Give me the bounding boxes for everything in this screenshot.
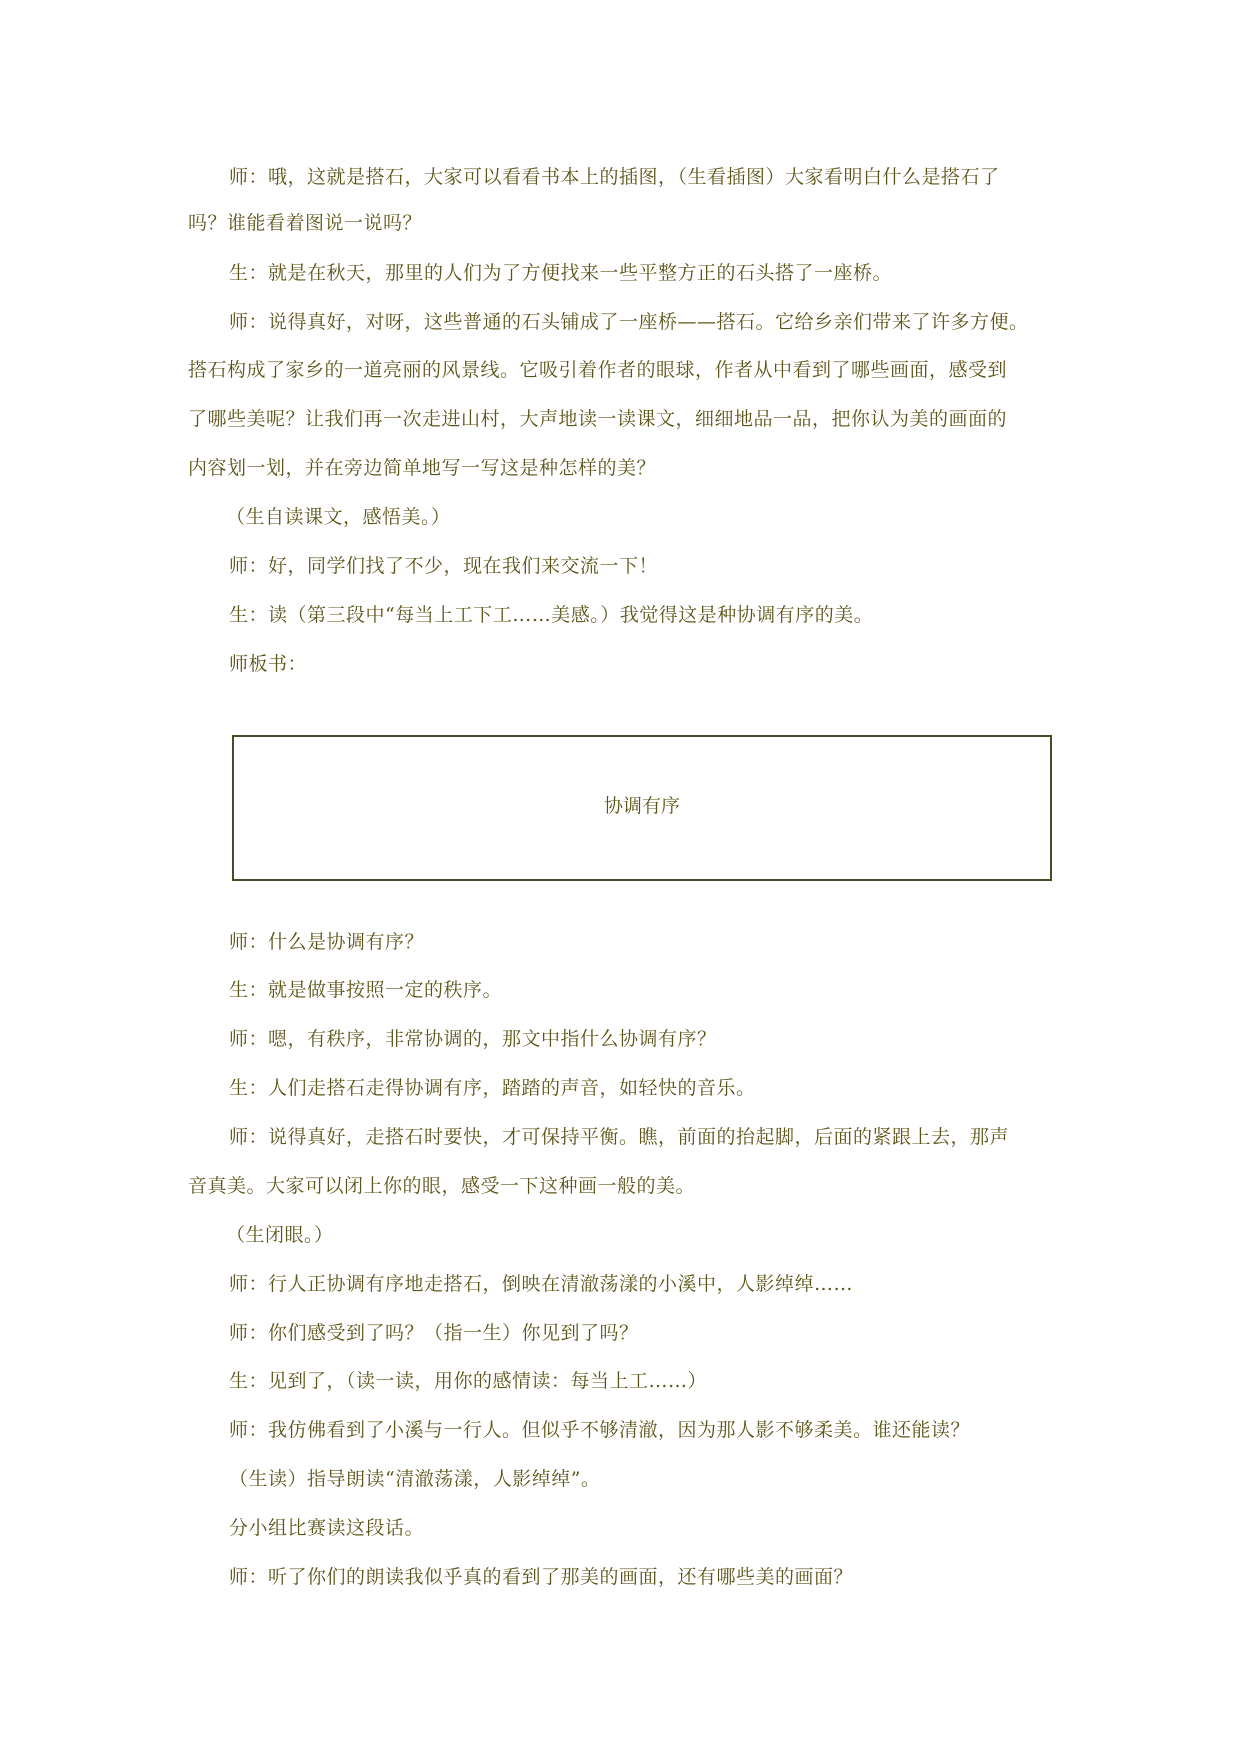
paragraph-line: 生：就是在秋天，那里的人们为了方便找来一些平整方正的石头搭了一座桥。 — [229, 262, 893, 284]
paragraph-line: 分小组比赛读这段话。 — [229, 1517, 425, 1539]
paragraph-line: 师：说得真好，对呀，这些普通的石头铺成了一座桥——搭石。它给乡亲们带来了许多方便。 — [229, 311, 1029, 333]
paragraph-line: 内容划一划，并在旁边简单地写一写这是种怎样的美？ — [188, 457, 657, 479]
paragraph-line: 师：说得真好，走搭石时要快，才可保持平衡。瞧，前面的抬起脚，后面的紧跟上去，那声 — [229, 1126, 1010, 1148]
paragraph-line: （生闭眼。） — [226, 1224, 334, 1246]
paragraph-line: 生：就是做事按照一定的秩序。 — [229, 979, 503, 1001]
paragraph-line: 生：人们走搭石走得协调有序，踏踏的声音，如轻快的音乐。 — [229, 1077, 756, 1099]
blackboard-text: 协调有序 — [603, 795, 680, 817]
paragraph-line: 师：什么是协调有序？ — [229, 931, 425, 953]
paragraph-line: 师：好，同学们找了不少，现在我们来交流一下！ — [229, 555, 659, 577]
paragraph-line: 生：见到了，（读一读，用你的感情读：每当上工……） — [229, 1370, 708, 1392]
paragraph-line: 师：听了你们的朗读我似乎真的看到了那美的画面，还有哪些美的画面？ — [229, 1566, 854, 1588]
blackboard-box — [232, 735, 1052, 881]
paragraph-line: 师：哦，这就是搭石，大家可以看看书本上的插图，（生看插图）大家看明白什么是搭石了 — [229, 166, 1000, 188]
paragraph-line: 师：你们感受到了吗？（指一生）你见到了吗？ — [229, 1322, 639, 1344]
paragraph-line: 音真美。大家可以闭上你的眼，感受一下这种画一般的美。 — [188, 1175, 696, 1197]
paragraph-line: （生读）指导朗读“清澈荡漾，人影绰绰”。 — [229, 1468, 601, 1490]
paragraph-line: 了哪些美呢？让我们再一次走进山村，大声地读一读课文，细细地品一品，把你认为美的画面的 — [188, 408, 1008, 430]
paragraph-line: 师：行人正协调有序地走搭石，倒映在清澈荡漾的小溪中，人影绰绰…… — [229, 1273, 854, 1295]
paragraph-line: （生自读课文，感悟美。） — [226, 506, 451, 528]
paragraph-line: 师：我仿佛看到了小溪与一行人。但似乎不够清澈，因为那人影不够柔美。谁还能读？ — [229, 1419, 971, 1441]
paragraph-line: 师：嗯，有秩序，非常协调的，那文中指什么协调有序？ — [229, 1028, 717, 1050]
paragraph-line: 吗？谁能看着图说一说吗？ — [188, 212, 423, 234]
paragraph-line: 搭石构成了家乡的一道亮丽的风景线。它吸引着作者的眼球，作者从中看到了哪些画面，感受到 — [188, 359, 1008, 381]
paragraph-line: 师板书： — [229, 653, 308, 675]
paragraph-line: 生：读（第三段中“每当上工下工……美感。）我觉得这是种协调有序的美。 — [229, 604, 874, 626]
